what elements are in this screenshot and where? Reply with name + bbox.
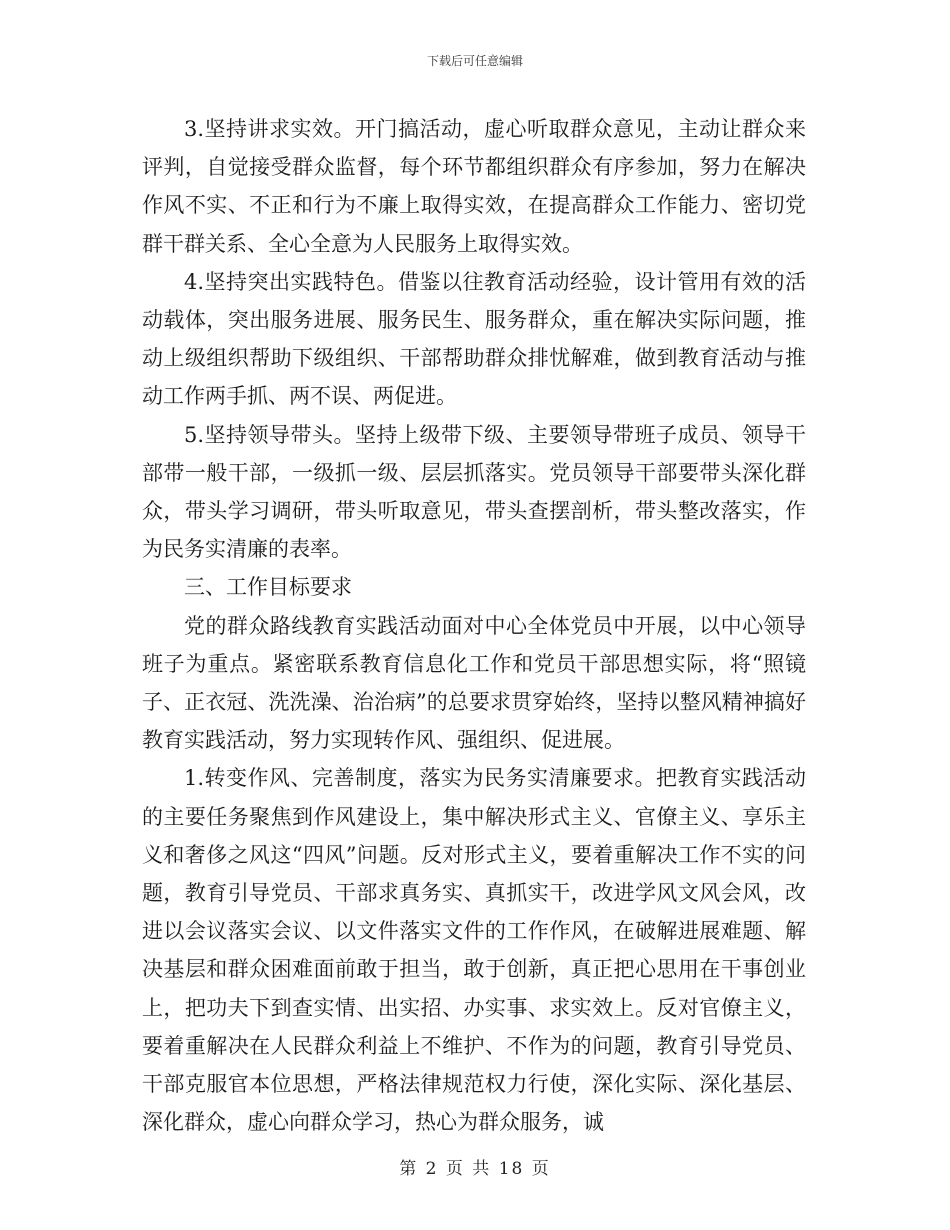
paragraph-goals-intro: 党的群众路线教育实践活动面对中心全体党员中开展，以中心领导班子为重点。紧密联系教育信息化工作和党员干部思想实际，将“照镜子、正衣冠、洗洗澡、治治病”的总要求贯穿始终，坚持以整风精神搞好教育实践活动，努力实现转作风、强组织、促进展。 bbox=[142, 613, 806, 753]
document-body bbox=[142, 110, 806, 1141]
paragraph-principle-3: 3.坚持讲求实效。开门搞活动，虚心听取群众意见，主动让群众来评判，自觉接受群众监督，每个环节都组织群众有序参加，努力在解决作风不实、不正和行为不廉上取得实效，在提高群众工作能力、密切党群干群关系、全心全意为人民服务上取得实效。 bbox=[142, 117, 806, 256]
page-header-note: 下载后可任意编辑 bbox=[426, 54, 523, 68]
paragraph-goal-1: 1.转变作风、完善制度，落实为民务实清廉要求。把教育实践活动的主要任务聚焦到作风建设上，集中解决形式主义、官僚主义、享乐主义和奢侈之风这“四风”问题。反对形式主义，要着重解决工作不实的问题，教育引导党员、干部求真务实、真抓实干，改进学风文风会风，改进以会议落实会议、以文件落实文件的工作作风，在破解进展难题、解决基层和群众困难面前敢于担当，敢于创新，真正把心思用在干事创业上，把功夫下到查实情、出实招、办实事、求实效上。反对官僚主义，要着重解决在人民群众利益上不维护、不作为的问题，教育引导党员、干部克服官本位思想，严格法律规范权力行使，深化实际、深化基层、深化群众，虚心向群众学习，热心为群众服务，诚 bbox=[142, 766, 806, 1135]
paragraph-principle-4: 4.坚持突出实践特色。借鉴以往教育活动经验，设计管用有效的活动载体，突出服务进展、服务民生、服务群众，重在解决实际问题，推动上级组织帮助下级组织、干部帮助群众排忧解难，做到教育活动与推动工作两手抓、两不误、两促进。 bbox=[142, 269, 806, 409]
section-heading-goals: 三、工作目标要求 bbox=[184, 575, 352, 600]
paragraph-principle-5: 5.坚持领导带头。坚持上级带下级、主要领导带班子成员、领导干部带一般干部，一级抓一级、层层抓落实。党员领导干部要带头深化群众，带头学习调研，带头听取意见，带头查摆剖析，带头整改落实，作为民务实清廉的表率。 bbox=[142, 422, 806, 562]
page-number: 第 2 页 共 18 页 bbox=[399, 1159, 551, 1179]
